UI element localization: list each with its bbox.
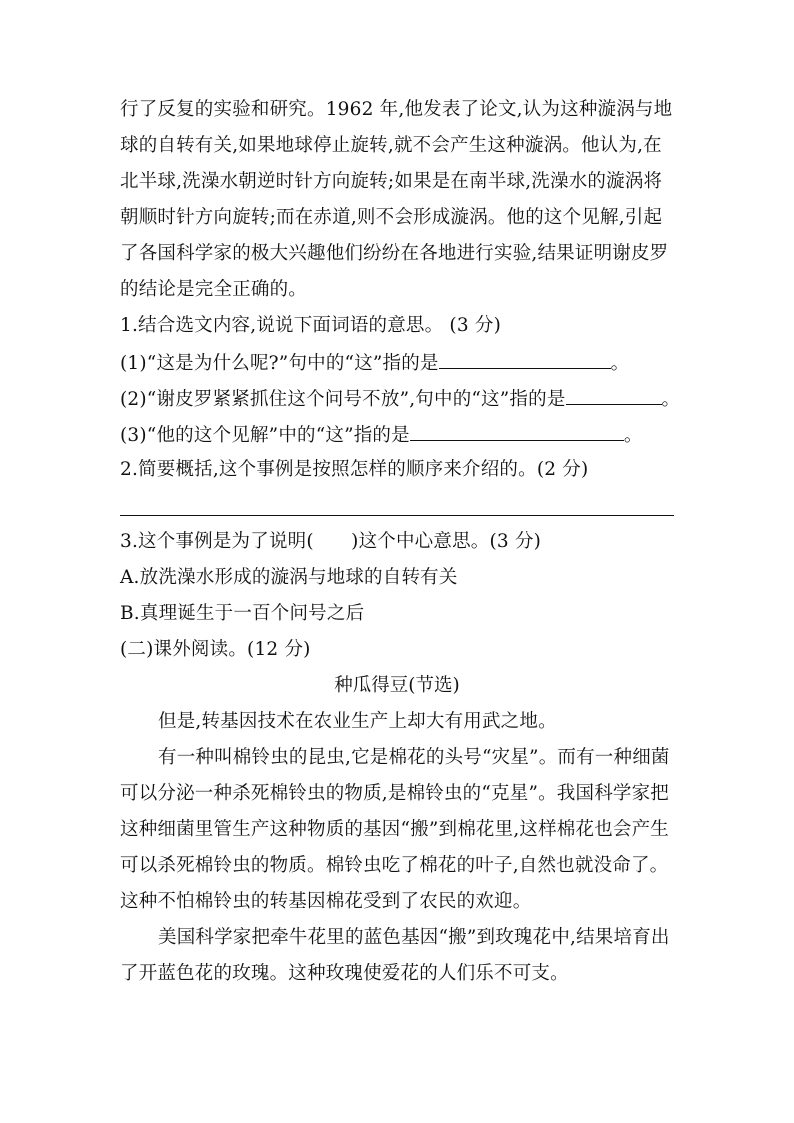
question-1-3-period: 。: [623, 425, 643, 446]
question-3-option-b: B.真理诞生于一百个问号之后: [120, 603, 365, 624]
reading-paragraph-2-line-2: 可以分泌一种杀死棉铃虫的物质,是棉铃虫的“克星”。我国科学家把: [120, 783, 669, 804]
reading-title: 种瓜得豆(节选): [334, 675, 460, 696]
question-2: 2.简要概括,这个事例是按照怎样的顺序来介绍的。(2 分): [120, 459, 589, 480]
question-1-2: [120, 386, 680, 412]
question-3-option-a: A.放洗澡水形成的漩涡与地球的自转有关: [120, 567, 458, 588]
passage-line-5: 了各国科学家的极大兴趣他们纷纷在各地进行实验,结果证明谢皮罗: [120, 243, 669, 264]
passage-line-2: 球的自转有关,如果地球停止旋转,就不会产生这种漩涡。他认为,在: [120, 135, 662, 156]
question-1-2-period: 。: [661, 389, 681, 410]
answer-blank-1-1[interactable]: [439, 350, 611, 369]
answer-line-2[interactable]: [120, 515, 674, 516]
question-1-3: [120, 422, 643, 448]
reading-paragraph-2-line-1: 有一种叫棉铃虫的昆虫,它是棉花的头号“灾星”。而有一种细菌: [158, 747, 670, 768]
question-1-1-text: (1)“这是为什么呢?”句中的“这”指的是: [120, 353, 439, 374]
passage-line-4: 朝顺时针方向旋转;而在赤道,则不会形成漩涡。他的这个见解,引起: [120, 207, 663, 228]
reading-paragraph-3-line-1: 美国科学家把牵牛花里的蓝色基因“搬”到玫瑰花中,结果培育出: [158, 927, 670, 948]
passage-line-6: 的结论是完全正确的。: [120, 279, 308, 300]
reading-paragraph-2-line-3: 这种细菌里管生产这种物质的基因“搬”到棉花里,这样棉花也会产生: [120, 819, 669, 840]
reading-paragraph-2-line-5: 这种不怕棉铃虫的转基因棉花受到了农民的欢迎。: [120, 891, 532, 912]
question-3: 3.这个事例是为了说明( )这个中心意思。(3 分): [120, 531, 542, 552]
answer-blank-1-3[interactable]: [410, 422, 624, 441]
reading-paragraph-3-line-2: 了开蓝色花的玫瑰。这种玫瑰使爱花的人们乐不可支。: [120, 963, 569, 984]
answer-blank-1-2[interactable]: [566, 386, 662, 405]
section-2-heading: (二)课外阅读。(12 分): [120, 639, 311, 660]
reading-paragraph-1: 但是,转基因技术在农业生产上却大有用武之地。: [158, 711, 557, 732]
question-1: 1.结合选文内容,说说下面词语的意思。 (3 分): [120, 315, 501, 336]
question-1-1-period: 。: [610, 353, 630, 374]
passage-line-1: 行了反复的实验和研究。1962 年,他发表了论文,认为这种漩涡与地: [120, 99, 673, 120]
question-1-2-text: (2)“谢皮罗紧紧抓住这个问号不放”,句中的“这”指的是: [120, 389, 566, 410]
question-1-3-text: (3)“他的这个见解”中的“这”指的是: [120, 425, 410, 446]
question-1-1: [120, 350, 629, 376]
passage-line-3: 北半球,洗澡水朝逆时针方向旋转;如果是在南半球,洗澡水的漩涡将: [120, 171, 663, 192]
reading-paragraph-2-line-4: 可以杀死棉铃虫的物质。棉铃虫吃了棉花的叶子,自然也就没命了。: [120, 855, 669, 876]
